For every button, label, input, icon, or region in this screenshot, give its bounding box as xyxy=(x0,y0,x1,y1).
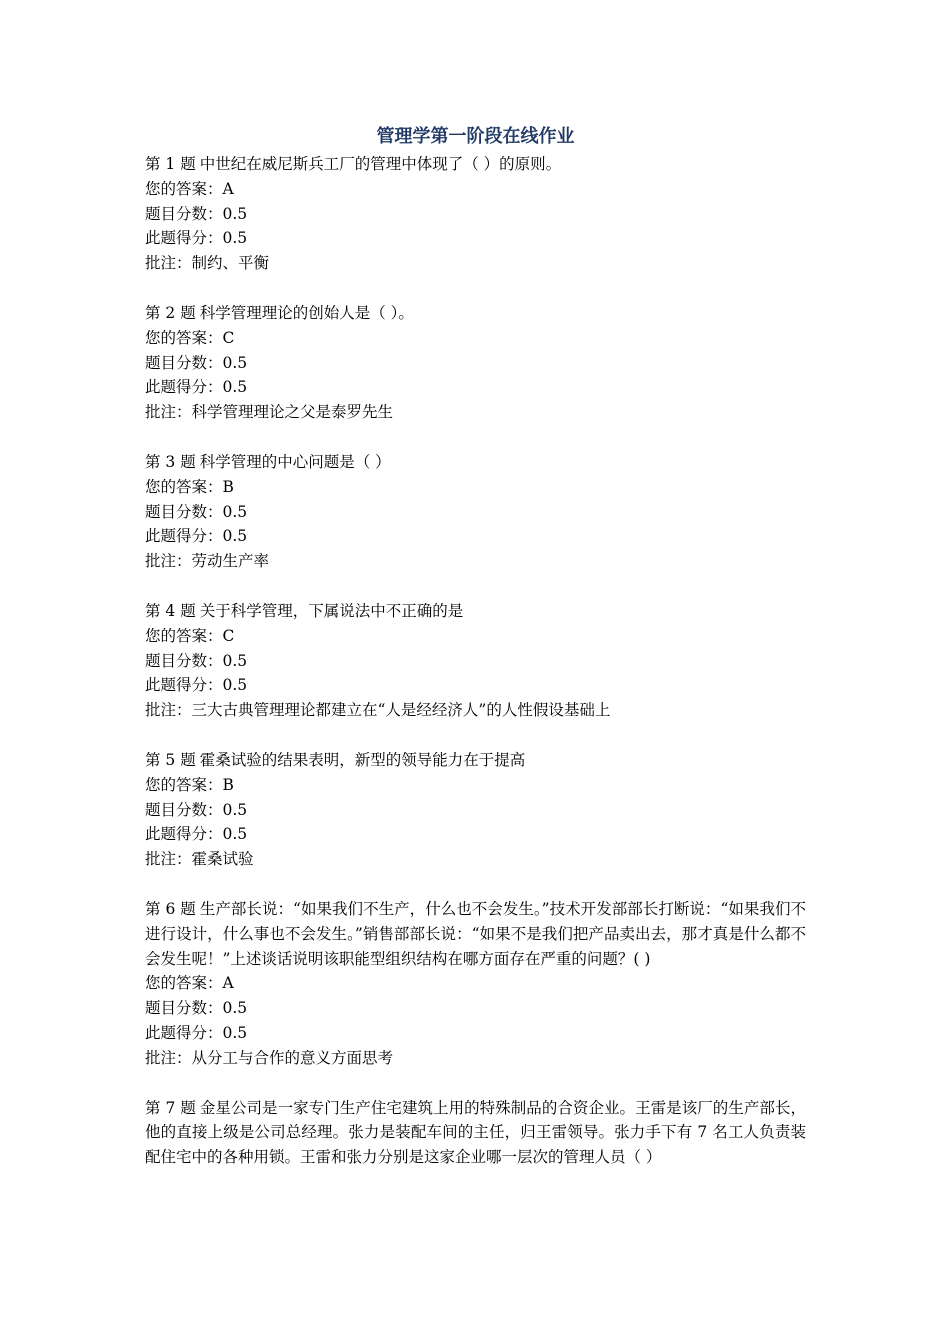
earned-score: 此题得分：0.5 xyxy=(145,676,248,695)
question-4 xyxy=(145,599,806,723)
document-title: 管理学第一阶段在线作业 xyxy=(376,126,575,147)
your-answer: 您的答案：B xyxy=(145,477,234,496)
question-note: 批注：霍桑试验 xyxy=(145,850,254,869)
question-body: 金星公司是一家专门生产住宅建筑上用的特殊制品的合资企业。王雷是该厂的生产部长，他的直接上级是公司总经理。张力是装配车间的主任，归王雷领导。张力手下有 7 名工人负责装配住宅中的各种用锁。王雷和张力分别是这家企业哪一层次的管理人员（ ） xyxy=(145,1098,806,1167)
question-body: 中世纪在威尼斯兵工厂的管理中体现了（ ）的原则。 xyxy=(199,155,562,173)
question-note: 批注：三大古典管理理论都建立在“人是经经济人”的人性假设基础上 xyxy=(145,701,611,720)
question-text xyxy=(145,748,806,773)
earned-score: 此题得分：0.5 xyxy=(145,527,248,546)
earned-score: 此题得分：0.5 xyxy=(145,378,248,397)
your-answer: 您的答案：C xyxy=(145,328,235,347)
question-body: 生产部长说：“如果我们不生产，什么也不会发生。”技术开发部部长打断说：“如果我们不进行设计，什么事也不会发生。”销售部部长说：“如果不是我们把产品卖出去，那才真是什么都不会发生呢！”上述谈话说明该职能型组织结构在哪方面存在严重的问题？( ) xyxy=(145,899,807,968)
question-number: 第 4 题 xyxy=(145,601,196,620)
your-answer: 您的答案：A xyxy=(145,974,234,993)
question-note: 批注：劳动生产率 xyxy=(145,552,270,571)
question-note: 批注：科学管理理论之父是泰罗先生 xyxy=(145,403,394,422)
question-number: 第 6 题 xyxy=(145,899,196,918)
your-answer: 您的答案：C xyxy=(145,626,235,645)
question-number: 第 5 题 xyxy=(145,750,196,769)
question-body: 科学管理理论的创始人是（ ）。 xyxy=(199,303,414,322)
question-text xyxy=(145,1096,806,1170)
question-score: 题目分数：0.5 xyxy=(145,800,248,819)
question-1 xyxy=(145,152,806,276)
question-6 xyxy=(145,897,806,1071)
question-body: 霍桑试验的结果表明，新型的领导能力在于提高 xyxy=(199,750,526,769)
question-2 xyxy=(145,301,806,425)
question-note: 批注：制约、平衡 xyxy=(145,254,270,273)
question-text xyxy=(145,599,806,624)
question-number: 第 7 题 xyxy=(145,1098,196,1117)
your-answer: 您的答案：B xyxy=(145,775,234,794)
question-3 xyxy=(145,450,806,574)
your-answer: 您的答案：A xyxy=(145,179,234,198)
question-score: 题目分数：0.5 xyxy=(145,204,248,223)
question-5 xyxy=(145,748,806,872)
question-score: 题目分数：0.5 xyxy=(145,651,248,670)
question-text xyxy=(145,897,806,971)
question-text xyxy=(145,301,806,326)
earned-score: 此题得分：0.5 xyxy=(145,229,248,248)
question-score: 题目分数：0.5 xyxy=(145,999,248,1018)
question-number: 第 1 题 xyxy=(145,155,196,173)
question-7 xyxy=(145,1096,806,1170)
question-text xyxy=(145,152,806,177)
question-number: 第 2 题 xyxy=(145,303,196,322)
earned-score: 此题得分：0.5 xyxy=(145,1023,248,1042)
question-body: 关于科学管理，下属说法中不正确的是 xyxy=(199,601,464,620)
question-note: 批注：从分工与合作的意义方面思考 xyxy=(145,1048,394,1067)
question-body: 科学管理的中心问题是（ ） xyxy=(199,452,391,471)
question-score: 题目分数：0.5 xyxy=(145,353,248,372)
question-number: 第 3 题 xyxy=(145,452,196,471)
question-score: 题目分数：0.5 xyxy=(145,502,248,521)
question-text xyxy=(145,450,806,475)
earned-score: 此题得分：0.5 xyxy=(145,825,248,844)
